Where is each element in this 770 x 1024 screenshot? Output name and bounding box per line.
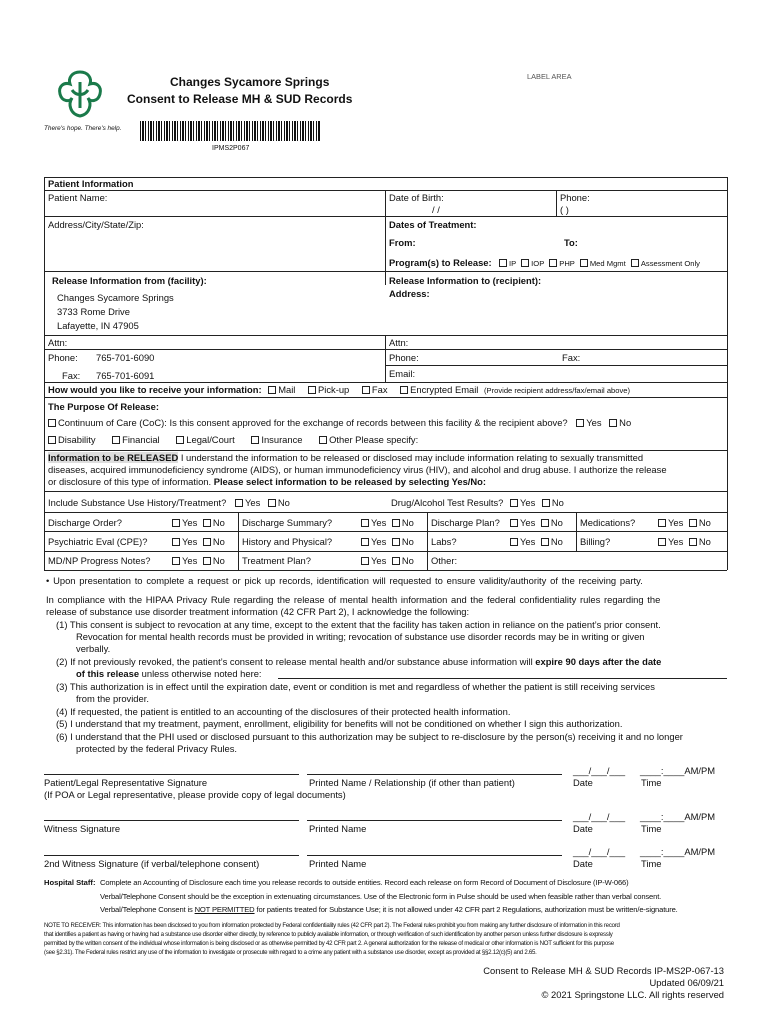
- labs-no[interactable]: No: [541, 536, 563, 547]
- sig3-time-label: Time: [641, 858, 662, 869]
- from-fax: 765-701-6091: [96, 370, 155, 381]
- info-released-block: Information to be RELEASED I understand the information to be released or disclosed may include information relating to sexually transmitted: [48, 452, 644, 463]
- purpose-heading: The Purpose Of Release:: [48, 401, 159, 412]
- item1-line3: verbally.: [76, 643, 111, 654]
- notice-line2: that identifies a patient as having or having had a substance use disorder either directly, by reference to publicly available information, or through verification of such identification by another person unless further disclosure is expressly: [44, 931, 613, 938]
- billing-yesno: [658, 536, 711, 548]
- sig2-time[interactable]: ____:____AM/PM: [640, 811, 716, 822]
- discharge-plan-label: Discharge Plan?: [431, 517, 500, 528]
- programs-label: Program(s) to Release:: [389, 257, 492, 268]
- treatment-plan-no[interactable]: No: [392, 555, 414, 566]
- patient-signature-line[interactable]: [44, 774, 299, 775]
- phone-label[interactable]: Phone:: [560, 192, 590, 203]
- history-physical-label: History and Physical?: [242, 536, 333, 547]
- to-label[interactable]: To:: [564, 237, 578, 248]
- receive-mail-checkbox[interactable]: Mail: [268, 384, 295, 395]
- from-attn-label[interactable]: Attn:: [48, 337, 68, 348]
- release-from-label: Release Information from (facility):: [52, 275, 207, 286]
- printed-name-line[interactable]: [307, 774, 562, 775]
- receive-pickup-checkbox[interactable]: Pick-up: [308, 384, 349, 395]
- patient-info-heading: Patient Information: [48, 178, 134, 189]
- treatment-plan-yesno: [361, 555, 414, 567]
- other-records-label[interactable]: Other:: [431, 555, 458, 566]
- medications-yesno: [658, 517, 711, 529]
- from-phone: 765-701-6090: [96, 352, 155, 363]
- sig1-note: (If POA or Legal representative, please provide copy of legal documents): [44, 789, 346, 800]
- printed3-label: Printed Name: [309, 858, 367, 869]
- recipient-address-label[interactable]: Address:: [389, 288, 430, 299]
- discharge-order-label: Discharge Order?: [48, 517, 122, 528]
- sig3-label: 2nd Witness Signature (if verbal/telephone consent): [44, 858, 260, 869]
- history-physical-no[interactable]: No: [392, 536, 414, 547]
- medications-yes[interactable]: Yes: [658, 517, 683, 528]
- sig3-time[interactable]: ____:____AM/PM: [640, 846, 716, 857]
- programs-options: [499, 259, 700, 269]
- purpose-legal-checkbox[interactable]: Legal/Court: [176, 434, 234, 445]
- witness2-signature-line[interactable]: [44, 855, 299, 856]
- receive-method-row: How would you like to receive your information: Mail Pick-up Fax Encrypted Email (Provide recipient address/fax/email above): [48, 384, 631, 395]
- receive-email-checkbox[interactable]: Encrypted Email: [400, 384, 478, 395]
- notice-line1: NOTE TO RECEIVER: This information has been disclosed to you from information protected by Federal confidentiality rules (42 CFR part 2). The Federal rules prohibit you from making any further disclosure of information in this record: [44, 922, 620, 929]
- item6-line2: protected by the federal Privacy Rules.: [76, 743, 238, 754]
- psych-eval-yes[interactable]: Yes: [172, 536, 197, 547]
- footer-form-id: Consent to Release MH & SUD Records IP-MS2P-067-13: [483, 965, 724, 976]
- staff-line3: Verbal/Telephone Consent is NOT PERMITTED for patients treated for Substance Use; it is not allowed under 42 CFR part 2 Regulations, authorization must be written/e-signature.: [100, 905, 678, 914]
- program-php-checkbox[interactable]: PHP: [549, 259, 574, 268]
- sig3-date[interactable]: ___/___/___: [573, 846, 626, 857]
- discharge-summary-yesno: [361, 517, 414, 529]
- phone-field[interactable]: ( ): [560, 204, 569, 215]
- facility-name: Changes Sycamore Springs: [57, 292, 174, 303]
- witness2-printed-line[interactable]: [307, 855, 562, 856]
- treatment-plan-label: Treatment Plan?: [242, 555, 311, 566]
- info-released-line2: diseases, acquired immunodeficiency syndrome (AIDS), or human immunodeficiency virus (HIV), and alcohol and drug abuse. I authorize the release: [48, 464, 667, 475]
- progress-notes-yes[interactable]: Yes: [172, 555, 197, 566]
- hipaa-line1: In compliance with the HIPAA Privacy Rule regarding the release of mental health information and the federal confidentiality rules regarding the: [46, 594, 661, 605]
- item1-line2: Revocation for mental health records must be provided in writing; revocation of substance use disorder records may be in writing or given: [76, 631, 645, 642]
- witness-printed-line[interactable]: [307, 820, 562, 821]
- billing-no[interactable]: No: [689, 536, 711, 547]
- program-ip-checkbox[interactable]: IP: [499, 259, 516, 268]
- purpose-financial-checkbox[interactable]: Financial: [112, 434, 160, 445]
- barcode-text: IPMS2P067: [212, 145, 250, 152]
- progress-notes-yesno: [172, 555, 225, 567]
- labs-yesno: [510, 536, 563, 548]
- from-fax-label: Fax:: [62, 370, 81, 381]
- coc-no-checkbox[interactable]: No: [609, 417, 631, 428]
- printed2-label: Printed Name: [309, 823, 367, 834]
- billing-label: Billing?: [580, 536, 611, 547]
- facility-street: 3733 Rome Drive: [57, 306, 130, 317]
- sig3-date-label: Date: [573, 858, 593, 869]
- info-released-line3: or disclosure of this type of information. Please select information to be released by selecting Yes/No:: [48, 476, 487, 487]
- address-label[interactable]: Address/City/State/Zip:: [48, 219, 144, 230]
- sig2-date-label: Date: [573, 823, 593, 834]
- progress-notes-no[interactable]: No: [203, 555, 225, 566]
- discharge-order-no[interactable]: No: [203, 517, 225, 528]
- discharge-plan-yes[interactable]: Yes: [510, 517, 535, 528]
- billing-yes[interactable]: Yes: [658, 536, 683, 547]
- item2-line2: of this release unless otherwise noted here:: [76, 668, 262, 679]
- to-attn-label[interactable]: Attn:: [389, 337, 409, 348]
- label-area: LABEL AREA: [527, 72, 572, 81]
- progress-notes-label: MD/NP Progress Notes?: [48, 555, 151, 566]
- item6-line1: (6) I understand that the PHI used or disclosed pursuant to this authorization may be subject to re-disclosure by the person(s) receiving it and no longer: [56, 731, 683, 742]
- drug-test-no-checkbox[interactable]: No: [542, 497, 564, 508]
- drug-test-yes-checkbox[interactable]: Yes: [510, 497, 535, 508]
- to-fax-label[interactable]: Fax:: [562, 352, 581, 363]
- barcode: [140, 121, 320, 141]
- discharge-plan-no[interactable]: No: [541, 517, 563, 528]
- psych-eval-yesno: [172, 536, 225, 548]
- item2-line1: (2) If not previously revoked, the patient’s consent to release mental health and/or substance abuse information will expire 90 days after the date: [56, 656, 662, 667]
- expiration-note-field[interactable]: [278, 678, 727, 679]
- item4: (4) If requested, the patient is entitled to an accounting of the disclosures of their protected health information.: [56, 706, 511, 717]
- patient-name-label[interactable]: Patient Name:: [48, 192, 108, 203]
- discharge-summary-label: Discharge Summary?: [242, 517, 333, 528]
- psych-eval-label: Psychiatric Eval (CPE)?: [48, 536, 148, 547]
- medications-no[interactable]: No: [689, 517, 711, 528]
- staff-line2: Verbal/Telephone Consent should be the exception in extenuating circumstances. Use of the Electronic form in Pulse should be used when feasible rather than verbal consent.: [100, 892, 662, 901]
- dob-field[interactable]: / /: [432, 204, 440, 215]
- item5: (5) I understand that my treatment, payment, enrollment, eligibility for benefits will not be conditioned on whether I sign this authorization.: [56, 718, 623, 729]
- coc-checkbox[interactable]: Continuum of Care (CoC): Is this consent approved for the exchange of records between this facility & the recipient above?: [48, 417, 568, 428]
- sig1-time[interactable]: ____:____AM/PM: [640, 765, 716, 776]
- item1-line1: (1) This consent is subject to revocation at any time, except to the extent that the facility has taken action in reliance on the patient’s prior consent.: [56, 619, 661, 630]
- to-phone-label[interactable]: Phone:: [389, 352, 419, 363]
- facility-city: Lafayette, IN 47905: [57, 320, 139, 331]
- sig2-time-label: Time: [641, 823, 662, 834]
- sud-no-checkbox[interactable]: No: [268, 497, 290, 508]
- footer-updated: Updated 06/09/21: [649, 977, 724, 988]
- psych-eval-no[interactable]: No: [203, 536, 225, 547]
- program-iop-checkbox[interactable]: IOP: [521, 259, 544, 268]
- dates-of-treatment-label: Dates of Treatment:: [389, 219, 477, 230]
- sig1-label: Patient/Legal Representative Signature: [44, 777, 208, 788]
- discharge-summary-no[interactable]: No: [392, 517, 414, 528]
- medications-label: Medications?: [580, 517, 636, 528]
- notice-line4: (see §2.31). The Federal rules restrict any use of the information to investigate or prosecute with regard to a crime any patient with a substance use disorder, except as provided at §§2.12(c)(5) and 2.65.: [44, 949, 537, 956]
- purpose-insurance-checkbox[interactable]: Insurance: [251, 434, 302, 445]
- history-physical-yes[interactable]: Yes: [361, 536, 386, 547]
- id-bullet: • Upon presentation to complete a request or pick up records, identification will requested to ensure validity/authority of the receiving party.: [46, 575, 643, 586]
- item3-line2: from the provider.: [76, 693, 149, 704]
- from-phone-label: Phone:: [48, 352, 78, 363]
- hipaa-line2: release of substance use disorder treatment information (42 CFR Part 2), I acknowledge the following:: [46, 606, 470, 617]
- tagline: There's hope. There's help.: [44, 125, 122, 132]
- discharge-plan-yesno: [510, 517, 563, 529]
- sig1-date-label: Date: [573, 777, 593, 788]
- receive-fax-checkbox[interactable]: Fax: [362, 384, 388, 395]
- discharge-summary-yes[interactable]: Yes: [361, 517, 386, 528]
- coc-row: [48, 417, 631, 429]
- form-title-line2: Consent to Release MH & SUD Records: [127, 92, 353, 106]
- dob-label[interactable]: Date of Birth:: [389, 192, 444, 203]
- to-email-label[interactable]: Email:: [389, 368, 416, 379]
- release-to-label: Release Information to (recipient):: [389, 275, 542, 286]
- discharge-order-yesno: [172, 517, 225, 529]
- sig1-time-label: Time: [641, 777, 662, 788]
- item3-line1: (3) This authorization is in effect until the expiration date, event or condition is met and regardless of whether the patient is still receiving services: [56, 681, 655, 692]
- sig1-date[interactable]: ___/___/___: [573, 765, 626, 776]
- program-med-mgmt-checkbox[interactable]: Med Mgmt: [580, 259, 626, 268]
- hospital-staff-label: Hospital Staff:: [44, 878, 96, 887]
- witness-signature-line[interactable]: [44, 820, 299, 821]
- purpose-options: [48, 434, 418, 446]
- form-title-line1: Changes Sycamore Springs: [170, 75, 330, 89]
- program-assessment-checkbox[interactable]: Assessment Only: [631, 259, 700, 268]
- coc-yes-checkbox[interactable]: Yes: [576, 417, 601, 428]
- purpose-disability-checkbox[interactable]: Disability: [48, 434, 96, 445]
- labs-yes[interactable]: Yes: [510, 536, 535, 547]
- printed1-label: Printed Name / Relationship (if other than patient): [309, 777, 515, 788]
- staff-line1: Complete an Accounting of Disclosure each time you release records to outside entities. Record each release on form Record of Document of Disclosure (IP-W-066): [100, 878, 629, 887]
- discharge-order-yes[interactable]: Yes: [172, 517, 197, 528]
- footer-copyright: © 2021 Springstone LLC. All rights reserved: [541, 989, 724, 1000]
- drug-test-row: Drug/Alcohol Test Results? Yes No: [391, 497, 564, 508]
- from-label[interactable]: From:: [389, 237, 416, 248]
- purpose-other-checkbox[interactable]: Other Please specify:: [319, 434, 418, 445]
- history-physical-yesno: [361, 536, 414, 548]
- logo-icon: [52, 68, 108, 122]
- sig2-date[interactable]: ___/___/___: [573, 811, 626, 822]
- include-sud-row: Include Substance Use History/Treatment? Yes No: [48, 497, 290, 508]
- sud-yes-checkbox[interactable]: Yes: [235, 497, 260, 508]
- treatment-plan-yes[interactable]: Yes: [361, 555, 386, 566]
- labs-label: Labs?: [431, 536, 457, 547]
- notice-line3: permitted by the written consent of the individual whose information is being disclosed or as otherwise permitted by 42 CFR part 2. A general authorization for the release of medical or other information is NOT sufficient for this purpose: [44, 940, 614, 947]
- sig2-label: Witness Signature: [44, 823, 121, 834]
